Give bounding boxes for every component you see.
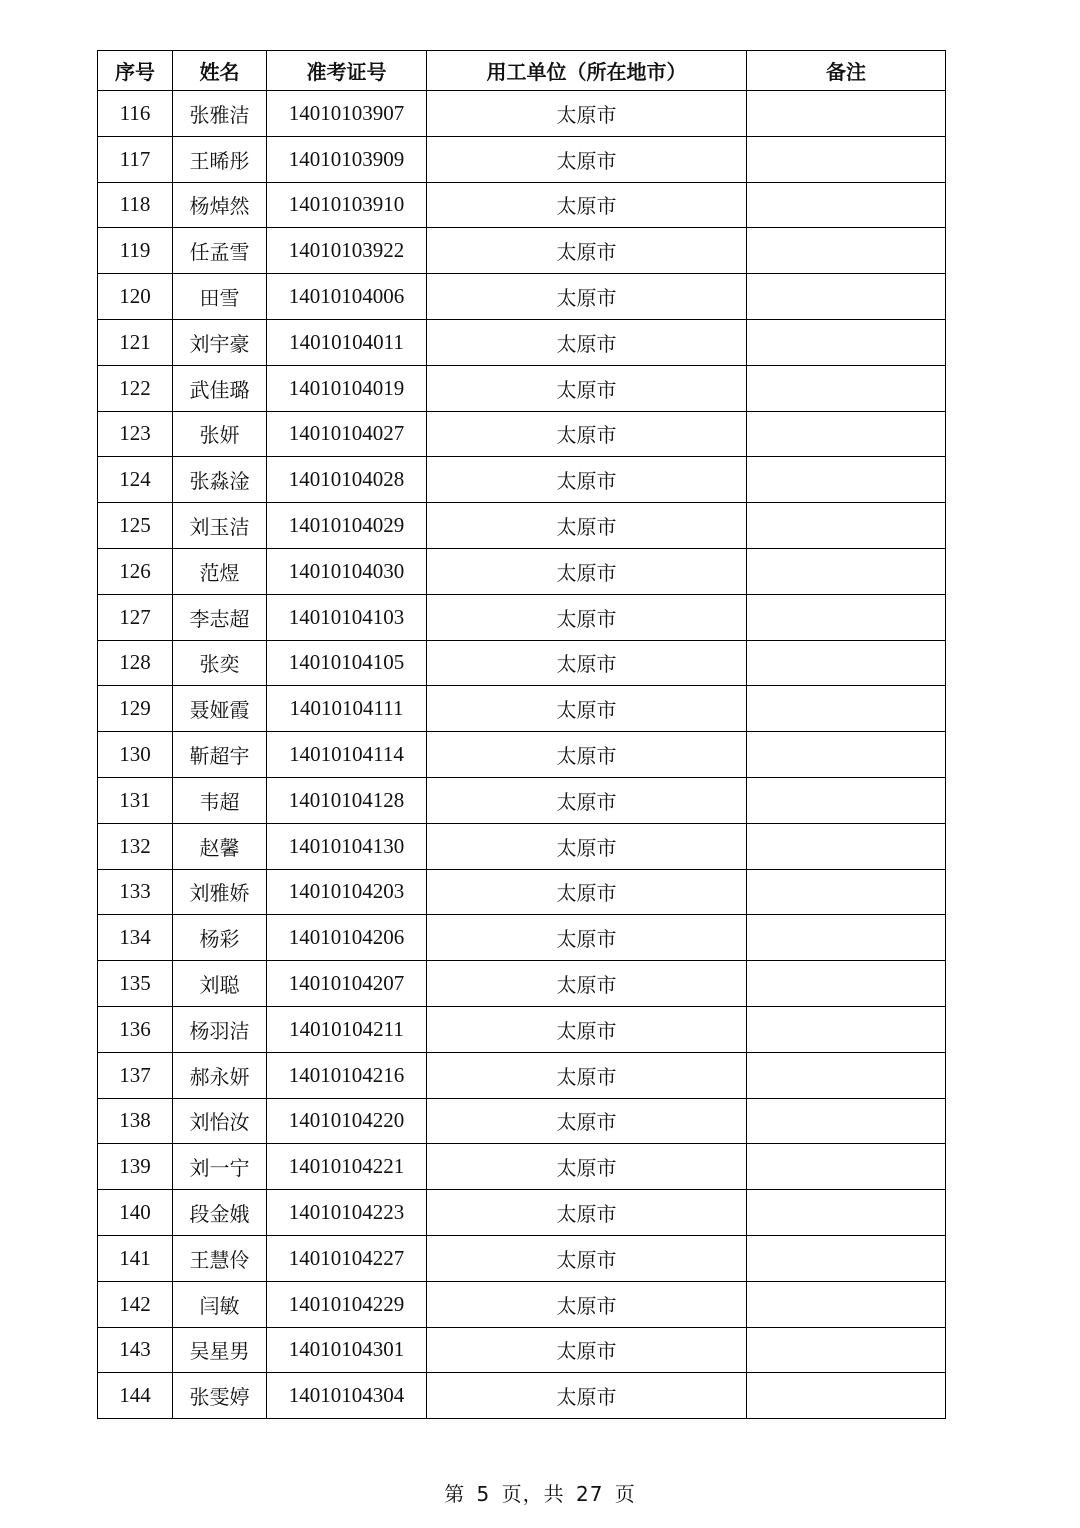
- cell-exam-id: 14010104130: [267, 823, 427, 869]
- cell-name: 杨彩: [173, 915, 267, 961]
- cell-note: [747, 319, 946, 365]
- cell-note: [747, 228, 946, 274]
- cell-note: [747, 136, 946, 182]
- cell-exam-id: 14010104304: [267, 1373, 427, 1419]
- cell-exam-id: 14010103910: [267, 182, 427, 228]
- cell-exam-id: 14010104105: [267, 640, 427, 686]
- cell-name: 刘宇豪: [173, 319, 267, 365]
- table-row: [98, 777, 946, 823]
- cell-seq: 116: [98, 91, 173, 137]
- cell-unit: 太原市: [427, 548, 747, 594]
- cell-name: 张雯婷: [173, 1373, 267, 1419]
- cell-seq: 119: [98, 228, 173, 274]
- cell-name: 闫敏: [173, 1281, 267, 1327]
- cell-name: 刘怡汝: [173, 1098, 267, 1144]
- table-row: [98, 136, 946, 182]
- table-row: [98, 457, 946, 503]
- cell-note: [747, 182, 946, 228]
- cell-note: [747, 915, 946, 961]
- cell-seq: 138: [98, 1098, 173, 1144]
- cell-seq: 144: [98, 1373, 173, 1419]
- cell-note: [747, 961, 946, 1007]
- cell-unit: 太原市: [427, 594, 747, 640]
- cell-unit: 太原市: [427, 1190, 747, 1236]
- table-row: [98, 1098, 946, 1144]
- cell-unit: 太原市: [427, 91, 747, 137]
- cell-unit: 太原市: [427, 1098, 747, 1144]
- cell-name: 韦超: [173, 777, 267, 823]
- cell-seq: 128: [98, 640, 173, 686]
- cell-name: 张妍: [173, 411, 267, 457]
- cell-seq: 129: [98, 686, 173, 732]
- page-number: 第 5 页，共 27 页: [444, 1482, 636, 1506]
- cell-name: 王晞彤: [173, 136, 267, 182]
- cell-note: [747, 274, 946, 320]
- cell-note: [747, 732, 946, 778]
- cell-seq: 127: [98, 594, 173, 640]
- table-row: [98, 1327, 946, 1373]
- cell-note: [747, 1373, 946, 1419]
- cell-unit: 太原市: [427, 869, 747, 915]
- cell-note: [747, 1190, 946, 1236]
- cell-exam-id: 14010104019: [267, 365, 427, 411]
- cell-seq: 141: [98, 1235, 173, 1281]
- cell-unit: 太原市: [427, 1281, 747, 1327]
- table-row: [98, 319, 946, 365]
- cell-unit: 太原市: [427, 411, 747, 457]
- cell-seq: 137: [98, 1052, 173, 1098]
- cell-note: [747, 777, 946, 823]
- cell-note: [747, 457, 946, 503]
- cell-exam-id: 14010104027: [267, 411, 427, 457]
- cell-exam-id: 14010103922: [267, 228, 427, 274]
- cell-name: 段金娥: [173, 1190, 267, 1236]
- cell-note: [747, 869, 946, 915]
- cell-seq: 130: [98, 732, 173, 778]
- cell-unit: 太原市: [427, 732, 747, 778]
- table-row: [98, 1144, 946, 1190]
- cell-unit: 太原市: [427, 915, 747, 961]
- cell-unit: 太原市: [427, 365, 747, 411]
- cell-exam-id: 14010104227: [267, 1235, 427, 1281]
- cell-unit: 太原市: [427, 136, 747, 182]
- cell-name: 刘一宁: [173, 1144, 267, 1190]
- cell-note: [747, 365, 946, 411]
- cell-name: 杨羽洁: [173, 1006, 267, 1052]
- cell-unit: 太原市: [427, 961, 747, 1007]
- cell-name: 张淼淦: [173, 457, 267, 503]
- table-row: [98, 182, 946, 228]
- cell-exam-id: 14010104220: [267, 1098, 427, 1144]
- cell-exam-id: 14010104216: [267, 1052, 427, 1098]
- cell-unit: 太原市: [427, 640, 747, 686]
- cell-exam-id: 14010104030: [267, 548, 427, 594]
- cell-note: [747, 1144, 946, 1190]
- cell-seq: 140: [98, 1190, 173, 1236]
- cell-seq: 117: [98, 136, 173, 182]
- cell-name: 杨焯然: [173, 182, 267, 228]
- cell-unit: 太原市: [427, 182, 747, 228]
- cell-note: [747, 411, 946, 457]
- cell-exam-id: 14010104207: [267, 961, 427, 1007]
- cell-note: [747, 1006, 946, 1052]
- cell-seq: 122: [98, 365, 173, 411]
- cell-note: [747, 1052, 946, 1098]
- cell-name: 张奕: [173, 640, 267, 686]
- cell-exam-id: 14010104103: [267, 594, 427, 640]
- cell-seq: 139: [98, 1144, 173, 1190]
- table-body: [98, 91, 946, 1419]
- cell-note: [747, 1235, 946, 1281]
- cell-unit: 太原市: [427, 319, 747, 365]
- cell-exam-id: 14010104011: [267, 319, 427, 365]
- cell-note: [747, 823, 946, 869]
- cell-name: 王慧伶: [173, 1235, 267, 1281]
- cell-unit: 太原市: [427, 503, 747, 549]
- table-row: [98, 686, 946, 732]
- header-note: 备注: [747, 51, 946, 91]
- cell-unit: 太原市: [427, 457, 747, 503]
- cell-exam-id: 14010104229: [267, 1281, 427, 1327]
- cell-note: [747, 1098, 946, 1144]
- cell-unit: 太原市: [427, 1052, 747, 1098]
- cell-seq: 132: [98, 823, 173, 869]
- cell-name: 刘聪: [173, 961, 267, 1007]
- cell-seq: 131: [98, 777, 173, 823]
- cell-seq: 136: [98, 1006, 173, 1052]
- cell-name: 张雅洁: [173, 91, 267, 137]
- cell-note: [747, 686, 946, 732]
- cell-exam-id: 14010103907: [267, 91, 427, 137]
- cell-note: [747, 548, 946, 594]
- cell-name: 聂娅霞: [173, 686, 267, 732]
- table-row: [98, 915, 946, 961]
- cell-name: 武佳璐: [173, 365, 267, 411]
- cell-name: 赵馨: [173, 823, 267, 869]
- table-row: [98, 823, 946, 869]
- cell-name: 靳超宇: [173, 732, 267, 778]
- header-exam-id: 准考证号: [267, 51, 427, 91]
- cell-note: [747, 594, 946, 640]
- table-row: [98, 961, 946, 1007]
- table-row: [98, 640, 946, 686]
- cell-unit: 太原市: [427, 1373, 747, 1419]
- cell-exam-id: 14010104029: [267, 503, 427, 549]
- cell-unit: 太原市: [427, 777, 747, 823]
- cell-unit: 太原市: [427, 1235, 747, 1281]
- cell-name: 刘玉洁: [173, 503, 267, 549]
- header-seq: 序号: [98, 51, 173, 91]
- cell-unit: 太原市: [427, 1006, 747, 1052]
- table-row: [98, 548, 946, 594]
- cell-unit: 太原市: [427, 686, 747, 732]
- table-row: [98, 1006, 946, 1052]
- cell-name: 吴星男: [173, 1327, 267, 1373]
- cell-seq: 121: [98, 319, 173, 365]
- cell-seq: 143: [98, 1327, 173, 1373]
- cell-exam-id: 14010104114: [267, 732, 427, 778]
- cell-exam-id: 14010104223: [267, 1190, 427, 1236]
- table-row: [98, 1281, 946, 1327]
- table-row: [98, 1235, 946, 1281]
- table-row: [98, 274, 946, 320]
- cell-name: 范煜: [173, 548, 267, 594]
- cell-seq: 126: [98, 548, 173, 594]
- cell-unit: 太原市: [427, 1144, 747, 1190]
- cell-note: [747, 640, 946, 686]
- cell-unit: 太原市: [427, 274, 747, 320]
- table-row: [98, 91, 946, 137]
- table-header-row: [98, 51, 946, 91]
- cell-seq: 133: [98, 869, 173, 915]
- table-row: [98, 1052, 946, 1098]
- cell-name: 郝永妍: [173, 1052, 267, 1098]
- cell-exam-id: 14010104028: [267, 457, 427, 503]
- cell-name: 田雪: [173, 274, 267, 320]
- table-row: [98, 228, 946, 274]
- cell-exam-id: 14010104203: [267, 869, 427, 915]
- cell-exam-id: 14010104301: [267, 1327, 427, 1373]
- table-row: [98, 1373, 946, 1419]
- cell-seq: 134: [98, 915, 173, 961]
- table-row: [98, 732, 946, 778]
- cell-name: 李志超: [173, 594, 267, 640]
- cell-exam-id: 14010104221: [267, 1144, 427, 1190]
- cell-exam-id: 14010104111: [267, 686, 427, 732]
- cell-note: [747, 503, 946, 549]
- header-name: 姓名: [173, 51, 267, 91]
- cell-unit: 太原市: [427, 1327, 747, 1373]
- cell-seq: 118: [98, 182, 173, 228]
- cell-exam-id: 14010104206: [267, 915, 427, 961]
- cell-exam-id: 14010104128: [267, 777, 427, 823]
- table-row: [98, 1190, 946, 1236]
- cell-name: 刘雅娇: [173, 869, 267, 915]
- table-row: [98, 594, 946, 640]
- table-row: [98, 365, 946, 411]
- table-row: [98, 869, 946, 915]
- header-unit: 用工单位（所在地市）: [427, 51, 747, 91]
- cell-seq: 135: [98, 961, 173, 1007]
- cell-seq: 142: [98, 1281, 173, 1327]
- cell-seq: 125: [98, 503, 173, 549]
- cell-exam-id: 14010103909: [267, 136, 427, 182]
- cell-seq: 120: [98, 274, 173, 320]
- cell-name: 任孟雪: [173, 228, 267, 274]
- cell-unit: 太原市: [427, 228, 747, 274]
- cell-note: [747, 1281, 946, 1327]
- table-row: [98, 411, 946, 457]
- cell-note: [747, 91, 946, 137]
- cell-exam-id: 14010104006: [267, 274, 427, 320]
- cell-note: [747, 1327, 946, 1373]
- cell-seq: 124: [98, 457, 173, 503]
- cell-seq: 123: [98, 411, 173, 457]
- table-row: [98, 503, 946, 549]
- cell-unit: 太原市: [427, 823, 747, 869]
- cell-exam-id: 14010104211: [267, 1006, 427, 1052]
- candidate-table: [97, 50, 946, 1419]
